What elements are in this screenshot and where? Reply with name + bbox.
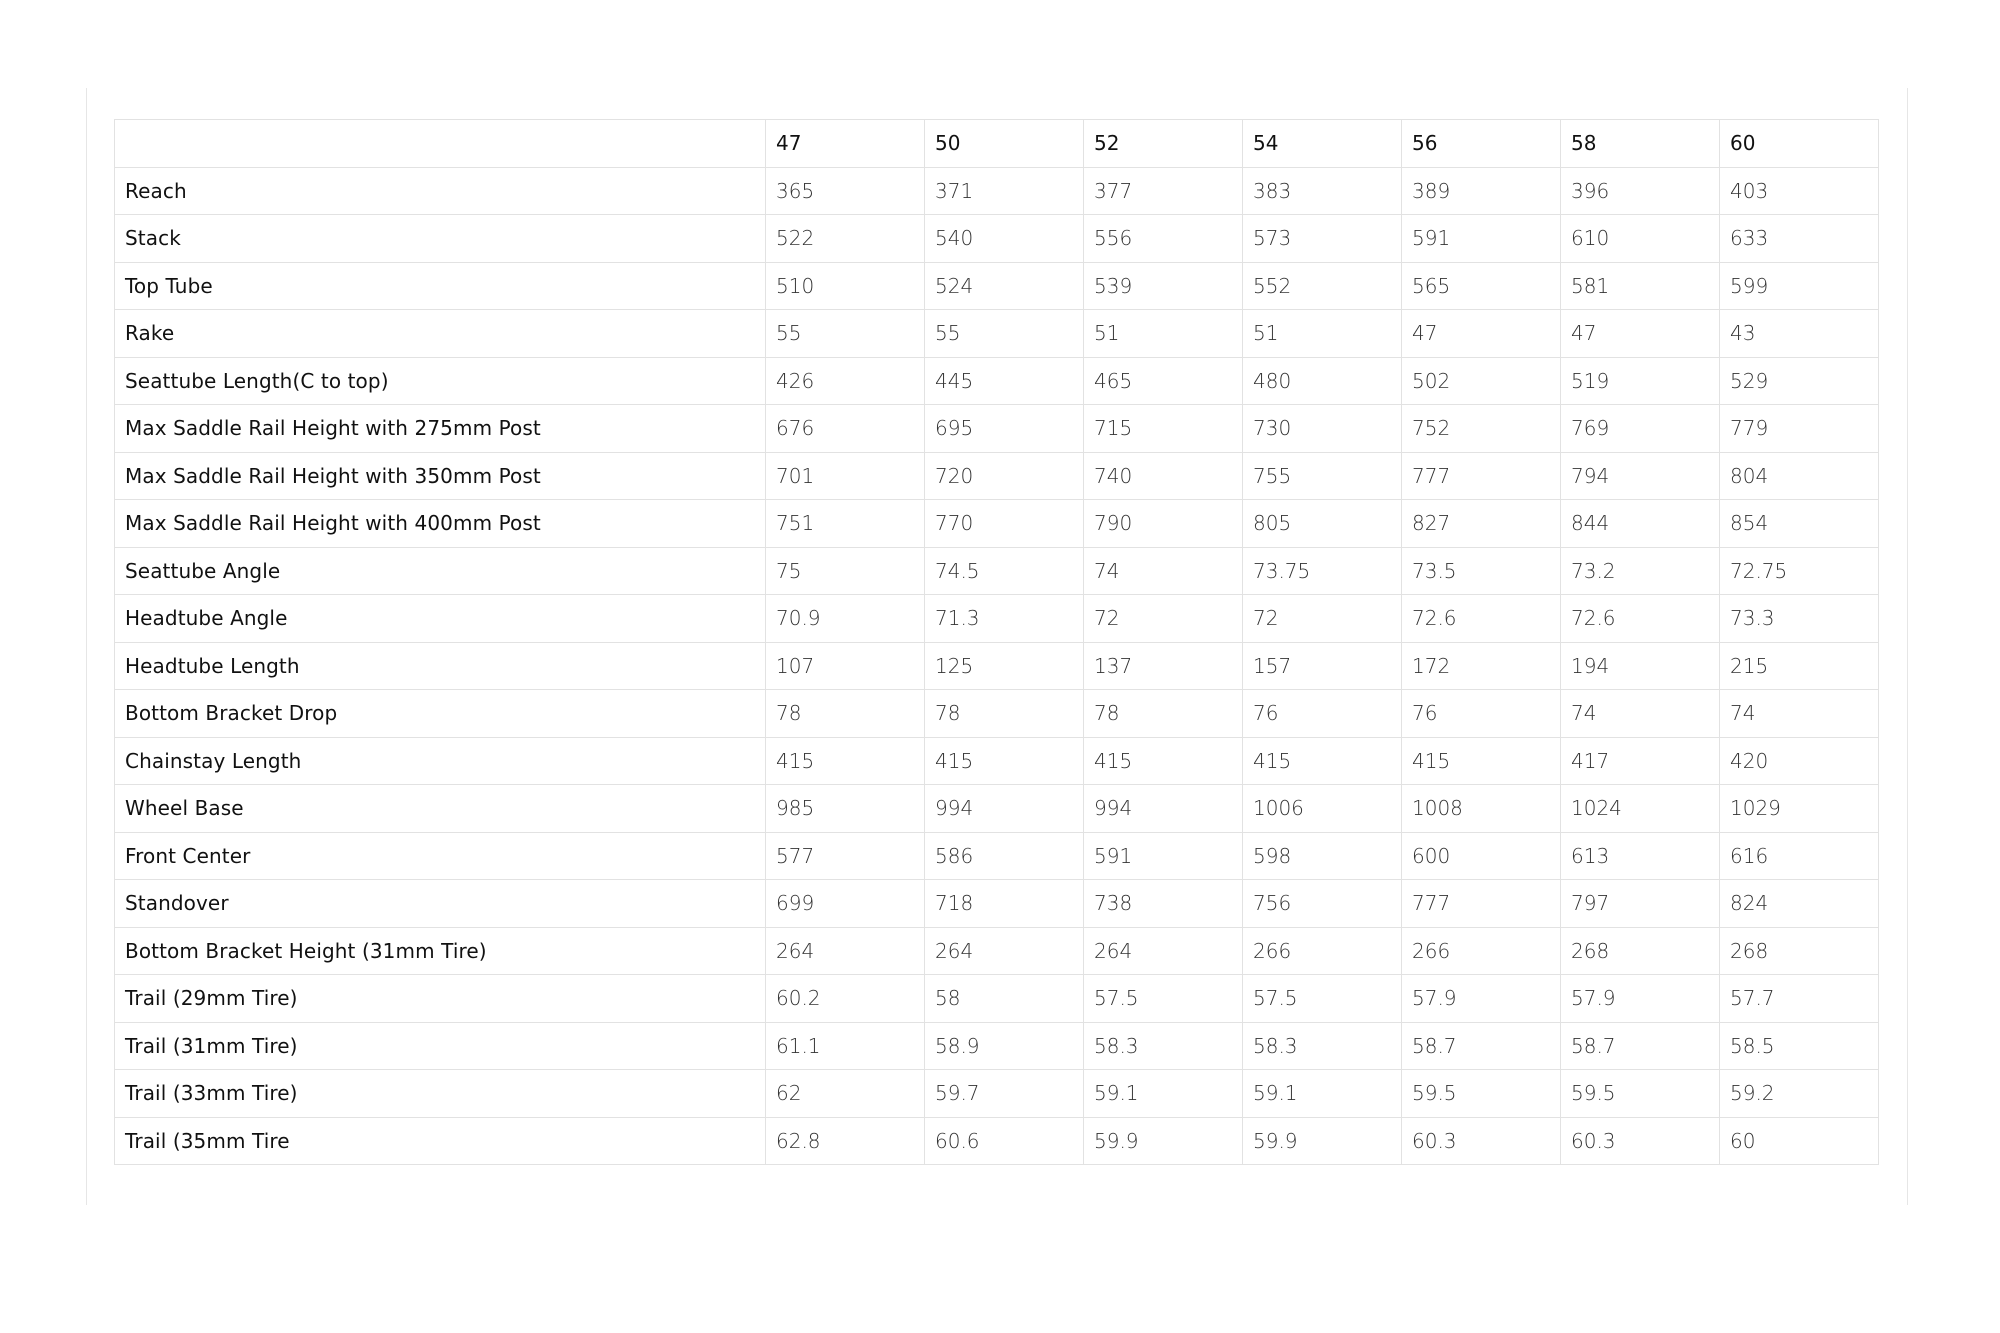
row-label: Trail (35mm Tire bbox=[115, 1117, 766, 1165]
table-cell: 770 bbox=[925, 500, 1084, 548]
table-row bbox=[115, 880, 1879, 928]
header-size-56: 56 bbox=[1402, 120, 1561, 168]
table-cell: 59.1 bbox=[1084, 1070, 1243, 1118]
table-cell: 616 bbox=[1720, 832, 1879, 880]
table-cell: 51 bbox=[1243, 310, 1402, 358]
row-label: Wheel Base bbox=[115, 785, 766, 833]
table-cell: 75 bbox=[766, 547, 925, 595]
table-cell: 47 bbox=[1402, 310, 1561, 358]
table-cell: 695 bbox=[925, 405, 1084, 453]
table-cell: 769 bbox=[1561, 405, 1720, 453]
row-label: Max Saddle Rail Height with 400mm Post bbox=[115, 500, 766, 548]
table-cell: 76 bbox=[1243, 690, 1402, 738]
table-cell: 58.9 bbox=[925, 1022, 1084, 1070]
table-cell: 613 bbox=[1561, 832, 1720, 880]
table-cell: 715 bbox=[1084, 405, 1243, 453]
table-cell: 51 bbox=[1084, 310, 1243, 358]
header-corner-cell bbox=[115, 120, 766, 168]
table-cell: 60.3 bbox=[1561, 1117, 1720, 1165]
table-cell: 600 bbox=[1402, 832, 1561, 880]
row-label: Top Tube bbox=[115, 262, 766, 310]
table-cell: 264 bbox=[766, 927, 925, 975]
table-cell: 718 bbox=[925, 880, 1084, 928]
table-cell: 756 bbox=[1243, 880, 1402, 928]
row-label: Chainstay Length bbox=[115, 737, 766, 785]
table-cell: 1008 bbox=[1402, 785, 1561, 833]
table-cell: 57.5 bbox=[1084, 975, 1243, 1023]
table-cell: 751 bbox=[766, 500, 925, 548]
table-row bbox=[115, 832, 1879, 880]
table-cell: 137 bbox=[1084, 642, 1243, 690]
table-cell: 107 bbox=[766, 642, 925, 690]
table-cell: 60.3 bbox=[1402, 1117, 1561, 1165]
table-cell: 415 bbox=[1243, 737, 1402, 785]
table-cell: 804 bbox=[1720, 452, 1879, 500]
table-cell: 790 bbox=[1084, 500, 1243, 548]
table-cell: 268 bbox=[1561, 927, 1720, 975]
table-row bbox=[115, 1022, 1879, 1070]
table-cell: 60 bbox=[1720, 1117, 1879, 1165]
table-cell: 522 bbox=[766, 215, 925, 263]
table-cell: 844 bbox=[1561, 500, 1720, 548]
table-cell: 125 bbox=[925, 642, 1084, 690]
table-cell: 62.8 bbox=[766, 1117, 925, 1165]
table-cell: 699 bbox=[766, 880, 925, 928]
table-cell: 1029 bbox=[1720, 785, 1879, 833]
row-label: Bottom Bracket Drop bbox=[115, 690, 766, 738]
table-cell: 70.9 bbox=[766, 595, 925, 643]
table-cell: 591 bbox=[1402, 215, 1561, 263]
table-row bbox=[115, 785, 1879, 833]
table-cell: 78 bbox=[1084, 690, 1243, 738]
table-cell: 57.5 bbox=[1243, 975, 1402, 1023]
table-cell: 78 bbox=[925, 690, 1084, 738]
header-size-54: 54 bbox=[1243, 120, 1402, 168]
table-cell: 59.1 bbox=[1243, 1070, 1402, 1118]
table-row bbox=[115, 927, 1879, 975]
table-cell: 73.5 bbox=[1402, 547, 1561, 595]
row-label: Headtube Length bbox=[115, 642, 766, 690]
table-cell: 57.9 bbox=[1561, 975, 1720, 1023]
table-cell: 62 bbox=[766, 1070, 925, 1118]
table-cell: 172 bbox=[1402, 642, 1561, 690]
header-size-50: 50 bbox=[925, 120, 1084, 168]
table-cell: 445 bbox=[925, 357, 1084, 405]
table-cell: 610 bbox=[1561, 215, 1720, 263]
row-label: Front Center bbox=[115, 832, 766, 880]
row-label: Bottom Bracket Height (31mm Tire) bbox=[115, 927, 766, 975]
table-row bbox=[115, 690, 1879, 738]
table-cell: 415 bbox=[1402, 737, 1561, 785]
table-cell: 61.1 bbox=[766, 1022, 925, 1070]
table-cell: 365 bbox=[766, 167, 925, 215]
table-cell: 72.75 bbox=[1720, 547, 1879, 595]
table-cell: 539 bbox=[1084, 262, 1243, 310]
table-cell: 60.6 bbox=[925, 1117, 1084, 1165]
table-cell: 415 bbox=[1084, 737, 1243, 785]
table-cell: 740 bbox=[1084, 452, 1243, 500]
table-cell: 60.2 bbox=[766, 975, 925, 1023]
row-label: Reach bbox=[115, 167, 766, 215]
table-cell: 58.7 bbox=[1561, 1022, 1720, 1070]
header-size-60: 60 bbox=[1720, 120, 1879, 168]
table-cell: 264 bbox=[925, 927, 1084, 975]
table-cell: 633 bbox=[1720, 215, 1879, 263]
table-cell: 58.5 bbox=[1720, 1022, 1879, 1070]
table-cell: 266 bbox=[1402, 927, 1561, 975]
table-cell: 994 bbox=[1084, 785, 1243, 833]
header-size-47: 47 bbox=[766, 120, 925, 168]
table-cell: 502 bbox=[1402, 357, 1561, 405]
table-row bbox=[115, 737, 1879, 785]
table-cell: 72 bbox=[1243, 595, 1402, 643]
table-cell: 797 bbox=[1561, 880, 1720, 928]
table-cell: 777 bbox=[1402, 880, 1561, 928]
header-size-58: 58 bbox=[1561, 120, 1720, 168]
table-cell: 71.3 bbox=[925, 595, 1084, 643]
table-row bbox=[115, 452, 1879, 500]
table-cell: 755 bbox=[1243, 452, 1402, 500]
table-cell: 74 bbox=[1084, 547, 1243, 595]
table-cell: 73.3 bbox=[1720, 595, 1879, 643]
row-label: Trail (29mm Tire) bbox=[115, 975, 766, 1023]
table-cell: 78 bbox=[766, 690, 925, 738]
row-label: Max Saddle Rail Height with 350mm Post bbox=[115, 452, 766, 500]
table-cell: 55 bbox=[766, 310, 925, 358]
table-cell: 556 bbox=[1084, 215, 1243, 263]
table-cell: 730 bbox=[1243, 405, 1402, 453]
table-cell: 598 bbox=[1243, 832, 1402, 880]
table-cell: 72.6 bbox=[1402, 595, 1561, 643]
table-row bbox=[115, 167, 1879, 215]
table-cell: 524 bbox=[925, 262, 1084, 310]
table-cell: 426 bbox=[766, 357, 925, 405]
row-label: Trail (33mm Tire) bbox=[115, 1070, 766, 1118]
row-label: Trail (31mm Tire) bbox=[115, 1022, 766, 1070]
table-cell: 565 bbox=[1402, 262, 1561, 310]
table-cell: 389 bbox=[1402, 167, 1561, 215]
table-cell: 779 bbox=[1720, 405, 1879, 453]
table-cell: 74 bbox=[1720, 690, 1879, 738]
table-row bbox=[115, 547, 1879, 595]
table-cell: 552 bbox=[1243, 262, 1402, 310]
table-cell: 371 bbox=[925, 167, 1084, 215]
row-label: Stack bbox=[115, 215, 766, 263]
row-label: Headtube Angle bbox=[115, 595, 766, 643]
table-row bbox=[115, 595, 1879, 643]
table-cell: 720 bbox=[925, 452, 1084, 500]
table-row bbox=[115, 500, 1879, 548]
table-cell: 58 bbox=[925, 975, 1084, 1023]
table-cell: 480 bbox=[1243, 357, 1402, 405]
table-cell: 215 bbox=[1720, 642, 1879, 690]
row-label: Seattube Angle bbox=[115, 547, 766, 595]
table-cell: 58.7 bbox=[1402, 1022, 1561, 1070]
table-cell: 577 bbox=[766, 832, 925, 880]
table-cell: 264 bbox=[1084, 927, 1243, 975]
table-cell: 701 bbox=[766, 452, 925, 500]
header-row bbox=[115, 120, 1879, 168]
table-cell: 540 bbox=[925, 215, 1084, 263]
table-cell: 59.7 bbox=[925, 1070, 1084, 1118]
table-cell: 59.2 bbox=[1720, 1070, 1879, 1118]
table-cell: 72.6 bbox=[1561, 595, 1720, 643]
table-cell: 1024 bbox=[1561, 785, 1720, 833]
table-cell: 415 bbox=[925, 737, 1084, 785]
table-cell: 59.5 bbox=[1402, 1070, 1561, 1118]
table-cell: 403 bbox=[1720, 167, 1879, 215]
table-cell: 752 bbox=[1402, 405, 1561, 453]
table-row bbox=[115, 642, 1879, 690]
table-row bbox=[115, 1070, 1879, 1118]
table-cell: 73.75 bbox=[1243, 547, 1402, 595]
table-cell: 55 bbox=[925, 310, 1084, 358]
table-cell: 777 bbox=[1402, 452, 1561, 500]
table-cell: 59.9 bbox=[1084, 1117, 1243, 1165]
row-label: Seattube Length(C to top) bbox=[115, 357, 766, 405]
table-cell: 738 bbox=[1084, 880, 1243, 928]
table-cell: 73.2 bbox=[1561, 547, 1720, 595]
table-cell: 194 bbox=[1561, 642, 1720, 690]
table-cell: 74.5 bbox=[925, 547, 1084, 595]
table-cell: 827 bbox=[1402, 500, 1561, 548]
table-cell: 47 bbox=[1561, 310, 1720, 358]
table-row bbox=[115, 262, 1879, 310]
table-cell: 573 bbox=[1243, 215, 1402, 263]
table-cell: 57.7 bbox=[1720, 975, 1879, 1023]
table-cell: 824 bbox=[1720, 880, 1879, 928]
table-header bbox=[115, 120, 1879, 168]
table-cell: 420 bbox=[1720, 737, 1879, 785]
table-cell: 529 bbox=[1720, 357, 1879, 405]
table-cell: 676 bbox=[766, 405, 925, 453]
table-cell: 599 bbox=[1720, 262, 1879, 310]
table-cell: 465 bbox=[1084, 357, 1243, 405]
table-row bbox=[115, 975, 1879, 1023]
header-size-52: 52 bbox=[1084, 120, 1243, 168]
row-label: Max Saddle Rail Height with 275mm Post bbox=[115, 405, 766, 453]
table-cell: 417 bbox=[1561, 737, 1720, 785]
table-cell: 591 bbox=[1084, 832, 1243, 880]
table-cell: 157 bbox=[1243, 642, 1402, 690]
table-cell: 1006 bbox=[1243, 785, 1402, 833]
table-body bbox=[115, 167, 1879, 1165]
table-cell: 985 bbox=[766, 785, 925, 833]
table-cell: 794 bbox=[1561, 452, 1720, 500]
table-cell: 74 bbox=[1561, 690, 1720, 738]
table-row bbox=[115, 310, 1879, 358]
table-cell: 266 bbox=[1243, 927, 1402, 975]
table-cell: 383 bbox=[1243, 167, 1402, 215]
table-cell: 586 bbox=[925, 832, 1084, 880]
table-row bbox=[115, 357, 1879, 405]
table-cell: 58.3 bbox=[1084, 1022, 1243, 1070]
geometry-table bbox=[114, 119, 1879, 1165]
table-cell: 43 bbox=[1720, 310, 1879, 358]
table-cell: 268 bbox=[1720, 927, 1879, 975]
table-cell: 415 bbox=[766, 737, 925, 785]
table-cell: 57.9 bbox=[1402, 975, 1561, 1023]
table-cell: 72 bbox=[1084, 595, 1243, 643]
row-label: Standover bbox=[115, 880, 766, 928]
table-cell: 59.5 bbox=[1561, 1070, 1720, 1118]
table-cell: 396 bbox=[1561, 167, 1720, 215]
table-cell: 76 bbox=[1402, 690, 1561, 738]
table-cell: 59.9 bbox=[1243, 1117, 1402, 1165]
table-cell: 377 bbox=[1084, 167, 1243, 215]
table-cell: 581 bbox=[1561, 262, 1720, 310]
table-cell: 519 bbox=[1561, 357, 1720, 405]
table-row bbox=[115, 405, 1879, 453]
row-label: Rake bbox=[115, 310, 766, 358]
table-cell: 58.3 bbox=[1243, 1022, 1402, 1070]
table-cell: 510 bbox=[766, 262, 925, 310]
table-cell: 805 bbox=[1243, 500, 1402, 548]
table-row bbox=[115, 1117, 1879, 1165]
table-row bbox=[115, 215, 1879, 263]
table-cell: 994 bbox=[925, 785, 1084, 833]
table-cell: 854 bbox=[1720, 500, 1879, 548]
